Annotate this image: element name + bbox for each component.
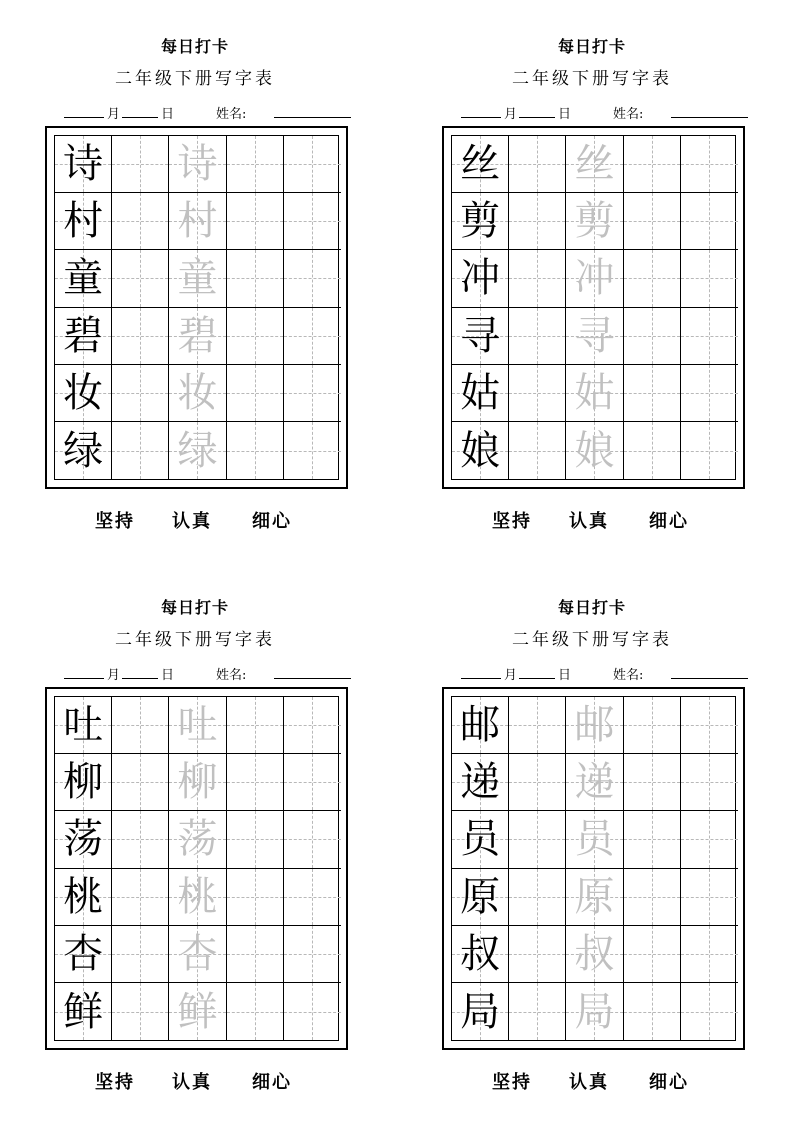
trace-character: 吐 <box>177 702 218 749</box>
grid-row <box>55 422 338 479</box>
practice-cell[interactable] <box>284 869 341 926</box>
model-character: 柳 <box>63 759 104 806</box>
day-blank[interactable] <box>519 664 555 679</box>
trace-cell <box>169 422 226 479</box>
model-character: 绿 <box>63 427 104 474</box>
trace-cell <box>169 811 226 868</box>
model-character: 冲 <box>460 255 501 302</box>
practice-cell[interactable] <box>227 422 284 479</box>
practice-cell[interactable] <box>227 697 284 754</box>
grid-row <box>452 308 735 365</box>
practice-cell[interactable] <box>227 926 284 983</box>
trace-cell <box>566 365 623 422</box>
trace-character: 碧 <box>177 312 218 359</box>
motto-persist: 坚持 <box>95 1072 135 1093</box>
practice-cell[interactable] <box>112 754 169 811</box>
practice-card-1 <box>40 34 360 554</box>
trace-cell <box>566 193 623 250</box>
trace-cell <box>169 983 226 1040</box>
practice-cell[interactable] <box>624 250 681 307</box>
month-blank[interactable] <box>461 664 501 679</box>
model-character: 童 <box>63 255 104 302</box>
date-name-line <box>461 103 761 121</box>
writing-grid <box>54 696 339 1041</box>
name-label: 姓名: <box>216 107 247 122</box>
card-subtitle: 二年级下册写字表 <box>115 630 275 650</box>
practice-cell[interactable] <box>509 308 566 365</box>
trace-character: 寻 <box>574 312 615 359</box>
practice-cell[interactable] <box>681 136 738 193</box>
practice-cell[interactable] <box>284 983 341 1040</box>
trace-character: 姑 <box>574 369 615 416</box>
trace-character: 童 <box>177 255 218 302</box>
model-character: 荡 <box>63 816 104 863</box>
motto-persist: 坚持 <box>492 1072 532 1093</box>
trace-cell <box>169 869 226 926</box>
day-label: 日 <box>558 668 572 683</box>
grid-row <box>452 365 735 422</box>
model-cell <box>55 983 112 1040</box>
motto-line <box>437 507 767 531</box>
practice-cell[interactable] <box>227 308 284 365</box>
practice-cell[interactable] <box>681 983 738 1040</box>
practice-cell[interactable] <box>681 193 738 250</box>
practice-cell[interactable] <box>509 365 566 422</box>
trace-character: 杏 <box>177 930 218 977</box>
practice-cell[interactable] <box>284 811 341 868</box>
model-cell <box>452 250 509 307</box>
trace-cell <box>566 869 623 926</box>
grid-row <box>452 422 735 479</box>
practice-cell[interactable] <box>112 811 169 868</box>
practice-cell[interactable] <box>284 926 341 983</box>
practice-cell[interactable] <box>509 811 566 868</box>
trace-character: 鲜 <box>177 988 218 1035</box>
motto-line <box>40 1068 370 1092</box>
trace-cell <box>566 422 623 479</box>
model-character: 吐 <box>63 702 104 749</box>
practice-cell[interactable] <box>509 754 566 811</box>
practice-cell[interactable] <box>681 754 738 811</box>
name-label: 姓名: <box>613 107 644 122</box>
motto-earnest: 认真 <box>569 511 609 532</box>
practice-cell[interactable] <box>284 754 341 811</box>
practice-cell[interactable] <box>681 422 738 479</box>
trace-character: 局 <box>574 988 615 1035</box>
trace-character: 诗 <box>177 141 218 188</box>
practice-cell[interactable] <box>284 697 341 754</box>
trace-character: 荡 <box>177 816 218 863</box>
trace-cell <box>169 926 226 983</box>
model-cell <box>55 193 112 250</box>
card-subtitle: 二年级下册写字表 <box>512 69 672 89</box>
model-character: 杏 <box>63 930 104 977</box>
writing-grid <box>451 135 736 480</box>
grid-row <box>55 365 338 422</box>
model-character: 局 <box>460 988 501 1035</box>
practice-cell[interactable] <box>227 869 284 926</box>
trace-cell <box>566 983 623 1040</box>
practice-cell[interactable] <box>227 811 284 868</box>
motto-persist: 坚持 <box>95 511 135 532</box>
practice-cell[interactable] <box>624 422 681 479</box>
practice-cell[interactable] <box>624 136 681 193</box>
model-character: 姑 <box>460 369 501 416</box>
model-cell <box>452 811 509 868</box>
practice-cell[interactable] <box>509 250 566 307</box>
writing-grid-frame <box>442 687 745 1050</box>
trace-cell <box>566 754 623 811</box>
trace-character: 娘 <box>574 427 615 474</box>
practice-cell[interactable] <box>227 365 284 422</box>
motto-earnest: 认真 <box>172 511 212 532</box>
trace-character: 柳 <box>177 759 218 806</box>
model-character: 员 <box>460 816 501 863</box>
card-title: 每日打卡 <box>557 37 626 56</box>
model-cell <box>55 308 112 365</box>
grid-row <box>55 308 338 365</box>
card-title: 每日打卡 <box>160 598 229 617</box>
grid-row <box>55 250 338 307</box>
model-character: 村 <box>63 198 104 245</box>
month-label: 月 <box>504 668 518 683</box>
model-cell <box>55 926 112 983</box>
trace-character: 桃 <box>177 873 218 920</box>
practice-cell[interactable] <box>624 193 681 250</box>
model-character: 桃 <box>63 873 104 920</box>
trace-character: 原 <box>574 873 615 920</box>
practice-cell[interactable] <box>624 365 681 422</box>
writing-grid <box>54 135 339 480</box>
motto-careful: 细心 <box>252 511 292 532</box>
practice-cell[interactable] <box>509 193 566 250</box>
grid-row <box>452 811 735 868</box>
trace-cell <box>566 697 623 754</box>
model-character: 妆 <box>63 369 104 416</box>
practice-cell[interactable] <box>284 365 341 422</box>
date-name-line <box>64 103 364 121</box>
practice-cell[interactable] <box>509 983 566 1040</box>
name-blank[interactable] <box>274 664 351 679</box>
day-blank[interactable] <box>122 664 158 679</box>
motto-earnest: 认真 <box>569 1072 609 1093</box>
trace-cell <box>169 136 226 193</box>
practice-cell[interactable] <box>112 983 169 1040</box>
practice-cell[interactable] <box>681 926 738 983</box>
practice-cell[interactable] <box>624 869 681 926</box>
practice-cell[interactable] <box>112 869 169 926</box>
grid-row <box>452 754 735 811</box>
motto-line <box>437 1068 767 1092</box>
day-label: 日 <box>161 668 175 683</box>
practice-cell[interactable] <box>624 811 681 868</box>
model-character: 递 <box>460 759 501 806</box>
trace-cell <box>169 193 226 250</box>
practice-cell[interactable] <box>284 193 341 250</box>
practice-cell[interactable] <box>624 926 681 983</box>
practice-cell[interactable] <box>509 697 566 754</box>
practice-cell[interactable] <box>509 926 566 983</box>
practice-cell[interactable] <box>509 869 566 926</box>
name-label: 姓名: <box>613 668 644 683</box>
grid-row <box>55 136 338 193</box>
model-cell <box>452 869 509 926</box>
trace-cell <box>169 308 226 365</box>
trace-character: 邮 <box>574 702 615 749</box>
name-blank[interactable] <box>671 664 748 679</box>
grid-row <box>55 926 338 983</box>
practice-cell[interactable] <box>509 136 566 193</box>
day-blank[interactable] <box>519 103 555 118</box>
trace-character: 妆 <box>177 369 218 416</box>
trace-character: 村 <box>177 198 218 245</box>
practice-cell[interactable] <box>112 308 169 365</box>
practice-cell[interactable] <box>227 983 284 1040</box>
grid-row <box>55 811 338 868</box>
model-character: 叔 <box>460 930 501 977</box>
card-subtitle: 二年级下册写字表 <box>512 630 672 650</box>
trace-cell <box>566 136 623 193</box>
practice-cell[interactable] <box>227 754 284 811</box>
model-cell <box>452 136 509 193</box>
grid-row <box>55 754 338 811</box>
date-name-line <box>64 664 364 682</box>
practice-card-3 <box>40 595 360 1115</box>
date-name-line <box>461 664 761 682</box>
card-title: 每日打卡 <box>160 37 229 56</box>
motto-earnest: 认真 <box>172 1072 212 1093</box>
month-label: 月 <box>107 107 121 122</box>
model-cell <box>55 697 112 754</box>
model-cell <box>55 754 112 811</box>
model-cell <box>452 983 509 1040</box>
motto-careful: 细心 <box>252 1072 292 1093</box>
practice-cell[interactable] <box>681 811 738 868</box>
practice-card-4 <box>437 595 757 1115</box>
practice-cell[interactable] <box>112 250 169 307</box>
model-cell <box>452 926 509 983</box>
model-cell <box>452 754 509 811</box>
day-label: 日 <box>161 107 175 122</box>
model-cell <box>452 697 509 754</box>
grid-row <box>55 697 338 754</box>
practice-cell[interactable] <box>112 136 169 193</box>
trace-cell <box>566 308 623 365</box>
card-subtitle: 二年级下册写字表 <box>115 69 275 89</box>
day-label: 日 <box>558 107 572 122</box>
trace-character: 员 <box>574 816 615 863</box>
writing-grid <box>451 696 736 1041</box>
trace-cell <box>169 754 226 811</box>
model-cell <box>452 365 509 422</box>
practice-cell[interactable] <box>284 250 341 307</box>
trace-character: 绿 <box>177 427 218 474</box>
practice-cell[interactable] <box>681 250 738 307</box>
name-blank[interactable] <box>671 103 748 118</box>
grid-row <box>452 983 735 1040</box>
trace-cell <box>566 250 623 307</box>
motto-careful: 细心 <box>649 511 689 532</box>
model-cell <box>55 811 112 868</box>
trace-cell <box>169 365 226 422</box>
practice-card-2 <box>437 34 757 554</box>
model-cell <box>55 250 112 307</box>
model-character: 碧 <box>63 312 104 359</box>
model-cell <box>55 136 112 193</box>
model-cell <box>55 365 112 422</box>
model-cell <box>452 308 509 365</box>
model-cell <box>452 422 509 479</box>
trace-cell <box>169 697 226 754</box>
practice-cell[interactable] <box>624 983 681 1040</box>
name-label: 姓名: <box>216 668 247 683</box>
practice-cell[interactable] <box>681 697 738 754</box>
grid-row <box>55 193 338 250</box>
practice-cell[interactable] <box>509 422 566 479</box>
trace-character: 递 <box>574 759 615 806</box>
practice-cell[interactable] <box>112 193 169 250</box>
trace-character: 冲 <box>574 255 615 302</box>
model-character: 鲜 <box>63 988 104 1035</box>
day-blank[interactable] <box>122 103 158 118</box>
practice-cell[interactable] <box>284 308 341 365</box>
practice-cell[interactable] <box>624 308 681 365</box>
model-cell <box>55 869 112 926</box>
trace-cell <box>169 250 226 307</box>
practice-cell[interactable] <box>227 250 284 307</box>
practice-cell[interactable] <box>227 136 284 193</box>
model-character: 剪 <box>460 198 501 245</box>
practice-cell[interactable] <box>227 193 284 250</box>
grid-row <box>452 193 735 250</box>
grid-row <box>452 250 735 307</box>
card-title: 每日打卡 <box>557 598 626 617</box>
practice-cell[interactable] <box>681 308 738 365</box>
model-character: 丝 <box>460 141 501 188</box>
grid-row <box>55 983 338 1040</box>
practice-cell[interactable] <box>681 869 738 926</box>
practice-cell[interactable] <box>284 136 341 193</box>
grid-row <box>55 869 338 926</box>
grid-row <box>452 926 735 983</box>
model-cell <box>55 422 112 479</box>
model-character: 原 <box>460 873 501 920</box>
practice-cell[interactable] <box>112 926 169 983</box>
writing-grid-frame <box>45 126 348 489</box>
trace-character: 剪 <box>574 198 615 245</box>
trace-cell <box>566 926 623 983</box>
month-label: 月 <box>504 107 518 122</box>
month-label: 月 <box>107 668 121 683</box>
practice-cell[interactable] <box>624 697 681 754</box>
writing-grid-frame <box>442 126 745 489</box>
practice-cell[interactable] <box>624 754 681 811</box>
practice-cell[interactable] <box>681 365 738 422</box>
grid-row <box>452 136 735 193</box>
writing-grid-frame <box>45 687 348 1050</box>
trace-cell <box>566 811 623 868</box>
trace-character: 叔 <box>574 930 615 977</box>
month-blank[interactable] <box>461 103 501 118</box>
trace-character: 丝 <box>574 141 615 188</box>
month-blank[interactable] <box>64 664 104 679</box>
model-cell <box>452 193 509 250</box>
model-character: 娘 <box>460 427 501 474</box>
practice-cell[interactable] <box>112 697 169 754</box>
month-blank[interactable] <box>64 103 104 118</box>
motto-careful: 细心 <box>649 1072 689 1093</box>
motto-persist: 坚持 <box>492 511 532 532</box>
grid-row <box>452 869 735 926</box>
model-character: 寻 <box>460 312 501 359</box>
practice-cell[interactable] <box>284 422 341 479</box>
model-character: 诗 <box>63 141 104 188</box>
model-character: 邮 <box>460 702 501 749</box>
practice-cell[interactable] <box>112 422 169 479</box>
name-blank[interactable] <box>274 103 351 118</box>
practice-cell[interactable] <box>112 365 169 422</box>
motto-line <box>40 507 370 531</box>
grid-row <box>452 697 735 754</box>
